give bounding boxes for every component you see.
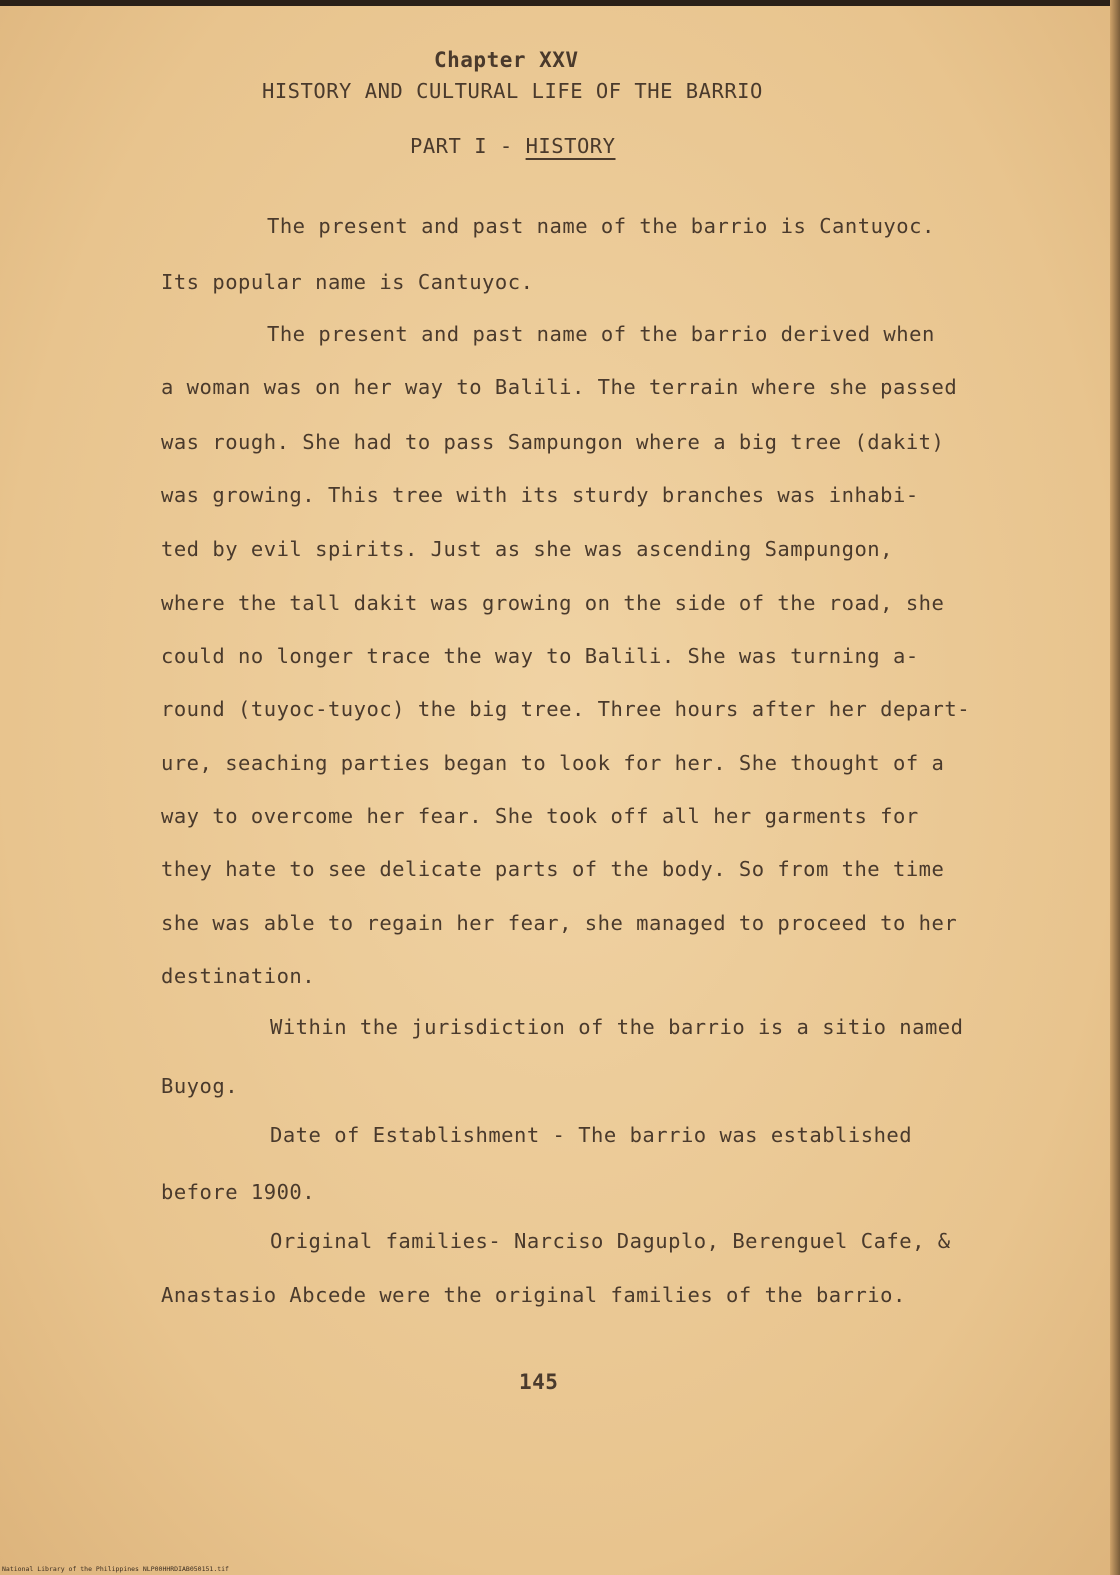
text-line: where the tall dakit was growing on the side of the road, she <box>161 591 945 615</box>
part-heading <box>410 134 616 158</box>
text-line: way to overcome her fear. She took off all her garments for <box>161 804 919 828</box>
part-title: HISTORY <box>525 134 616 158</box>
text-line: Its popular name is Cantuyoc. <box>161 270 534 294</box>
text-line: a woman was on her way to Balili. The terrain where she passed <box>161 375 958 399</box>
scan-right-edge <box>1110 0 1120 1575</box>
text-line: was growing. This tree with its sturdy branches was inhabi- <box>161 483 919 507</box>
text-line: Within the jurisdiction of the barrio is a sitio named <box>270 1015 964 1039</box>
chapter-title: HISTORY AND CULTURAL LIFE OF THE BARRIO <box>262 79 763 103</box>
text-line: they hate to see delicate parts of the body. So from the time <box>161 857 945 881</box>
part-prefix: PART I - <box>410 134 513 158</box>
chapter-heading: Chapter XXV <box>434 48 579 72</box>
text-line: round (tuyoc-tuyoc) the big tree. Three hours after her depart- <box>161 697 971 721</box>
text-line: The present and past name of the barrio derived when <box>267 322 935 346</box>
text-line: The present and past name of the barrio is Cantuyoc. <box>267 214 935 238</box>
text-line: was rough. She had to pass Sampungon where a big tree (dakit) <box>161 430 945 454</box>
text-line: she was able to regain her fear, she managed to proceed to her <box>161 911 958 935</box>
text-line: could no longer trace the way to Balili. She was turning a- <box>161 644 919 668</box>
text-line: before 1900. <box>161 1180 316 1204</box>
scan-top-edge <box>0 0 1120 6</box>
text-line: Date of Establishment - The barrio was established <box>270 1123 913 1147</box>
text-line: Original families- Narciso Daguplo, Berenguel Cafe, & <box>270 1229 951 1253</box>
text-line: ted by evil spirits. Just as she was ascending Sampungon, <box>161 537 893 561</box>
text-line: destination. <box>161 964 316 988</box>
text-line: Anastasio Abcede were the original families of the barrio. <box>161 1283 906 1307</box>
text-line: Buyog. <box>161 1074 239 1098</box>
text-line: ure, seaching parties began to look for her. She thought of a <box>161 751 945 775</box>
scan-footer: National Library of the Philippines NLP00HHRDIAB050151.tif <box>2 1565 229 1573</box>
page-number: 145 <box>519 1370 559 1394</box>
